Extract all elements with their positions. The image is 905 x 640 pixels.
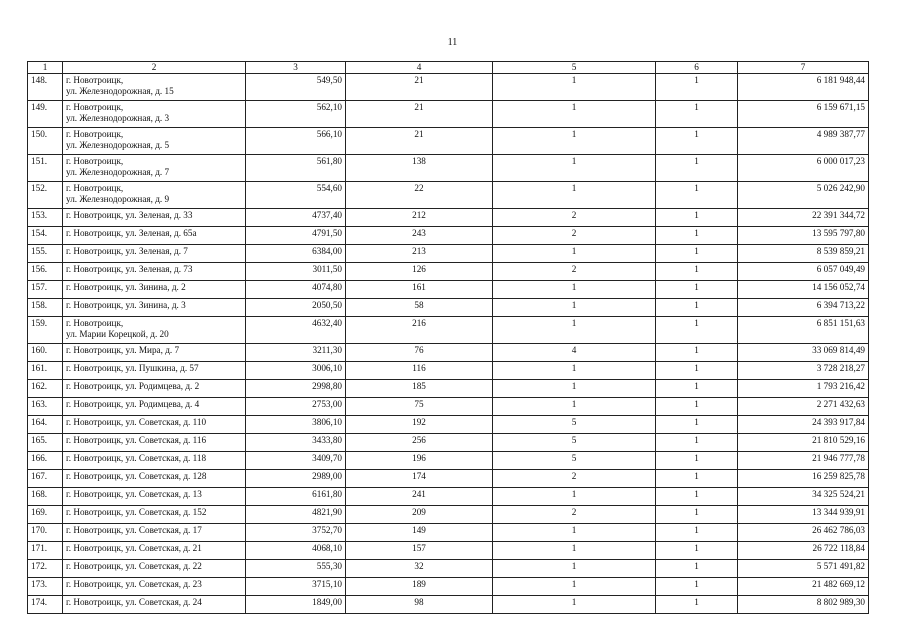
address-line: г. Новотроицк, ул. Зинина, д. 2 [66,282,186,292]
area-cell: 2753,00 [246,398,346,416]
column-6-cell: 1 [656,74,738,101]
area-cell: 561,80 [246,155,346,182]
address-line: г. Новотроицк, ул. Советская, д. 22 [66,561,202,571]
column-5-cell: 1 [493,182,656,209]
amount-cell: 21 810 529,16 [738,434,869,452]
area-cell: 4737,40 [246,209,346,227]
table-row [28,155,869,182]
column-6-cell: 1 [656,560,738,578]
amount-cell: 8 802 989,30 [738,596,869,614]
address-line: г. Новотроицк, ул. Зеленая, д. 73 [66,264,193,274]
column-4-cell: 21 [346,101,493,128]
amount-cell: 16 259 825,78 [738,470,869,488]
amount-cell: 26 722 118,84 [738,542,869,560]
amount-cell: 13 344 939,91 [738,506,869,524]
column-5-cell: 2 [493,263,656,281]
address-cell [63,182,246,209]
table-row [28,299,869,317]
column-4-cell: 98 [346,596,493,614]
area-cell: 2050,50 [246,299,346,317]
address-cell [63,380,246,398]
row-number-cell: 167. [28,470,63,488]
address-line: ул. Железнодорожная, д. 9 [66,194,170,204]
address-line: ул. Марии Корецкой, д. 20 [66,329,169,339]
row-number-cell: 168. [28,488,63,506]
table-row [28,578,869,596]
table-row [28,524,869,542]
address-line: г. Новотроицк, ул. Советская, д. 110 [66,417,207,427]
column-6-cell: 1 [656,398,738,416]
column-6-cell: 1 [656,299,738,317]
column-5-cell: 5 [493,416,656,434]
table-row [28,470,869,488]
address-cell [63,362,246,380]
address-line: г. Новотроицк, ул. Советская, д. 118 [66,453,207,463]
area-cell: 6384,00 [246,245,346,263]
column-5-cell: 1 [493,128,656,155]
address-line: г. Новотроицк, ул. Родимцева, д. 4 [66,399,200,409]
area-cell: 3433,80 [246,434,346,452]
column-4-cell: 213 [346,245,493,263]
table-row [28,344,869,362]
table-row [28,452,869,470]
amount-cell: 24 393 917,84 [738,416,869,434]
area-cell: 3006,10 [246,362,346,380]
area-cell: 3752,70 [246,524,346,542]
column-6-cell: 1 [656,542,738,560]
address-line: г. Новотроицк, ул. Мира, д. 7 [66,345,180,355]
address-line: г. Новотроицк, ул. Советская, д. 21 [66,543,202,553]
address-line: г. Новотроицк, ул. Советская, д. 116 [66,435,207,445]
column-6-cell: 1 [656,281,738,299]
amount-cell: 1 793 216,42 [738,380,869,398]
row-number-cell: 166. [28,452,63,470]
column-5-cell: 1 [493,299,656,317]
address-cell [63,596,246,614]
column-4-cell: 32 [346,560,493,578]
column-6-cell: 1 [656,245,738,263]
table-row [28,506,869,524]
amount-cell: 6 394 713,22 [738,299,869,317]
address-cell [63,74,246,101]
address-cell [63,227,246,245]
area-cell: 2989,00 [246,470,346,488]
address-cell [63,155,246,182]
area-cell: 555,30 [246,560,346,578]
column-6-cell: 1 [656,182,738,209]
address-line: ул. Железнодорожная, д. 3 [66,113,170,123]
row-number-cell: 150. [28,128,63,155]
column-6-cell: 1 [656,524,738,542]
column-6-cell: 1 [656,506,738,524]
column-6-cell: 1 [656,416,738,434]
column-6-cell: 1 [656,317,738,344]
address-line: г. Новотроицк, ул. Зинина, д. 3 [66,300,186,310]
table-row [28,542,869,560]
table-row [28,227,869,245]
row-number-cell: 149. [28,101,63,128]
address-cell [63,281,246,299]
address-cell [63,416,246,434]
address-line: г. Новотроицк, [66,318,124,328]
header-cell-6: 6 [656,62,738,74]
row-number-cell: 154. [28,227,63,245]
column-5-cell: 1 [493,542,656,560]
table-row [28,362,869,380]
column-5-cell: 2 [493,227,656,245]
address-cell [63,299,246,317]
table-row [28,434,869,452]
row-number-cell: 155. [28,245,63,263]
amount-cell: 34 325 524,21 [738,488,869,506]
column-6-cell: 1 [656,578,738,596]
amount-cell: 6 851 151,63 [738,317,869,344]
table-row [28,317,869,344]
amount-cell: 6 181 948,44 [738,74,869,101]
area-cell: 4074,80 [246,281,346,299]
address-line: г. Новотроицк, ул. Родимцева, д. 2 [66,381,200,391]
address-line: г. Новотроицк, ул. Зеленая, д. 33 [66,210,193,220]
row-number-cell: 165. [28,434,63,452]
column-5-cell: 1 [493,524,656,542]
column-4-cell: 192 [346,416,493,434]
header-cell-2: 2 [63,62,246,74]
area-cell: 3806,10 [246,416,346,434]
column-5-cell: 1 [493,101,656,128]
column-6-cell: 1 [656,227,738,245]
column-6-cell: 1 [656,101,738,128]
address-line: г. Новотроицк, [66,129,124,139]
row-number-cell: 173. [28,578,63,596]
amount-cell: 13 595 797,80 [738,227,869,245]
address-line: г. Новотроицк, [66,156,124,166]
column-5-cell: 1 [493,578,656,596]
column-5-cell: 2 [493,470,656,488]
address-cell [63,506,246,524]
address-cell [63,488,246,506]
column-6-cell: 1 [656,344,738,362]
column-6-cell: 1 [656,209,738,227]
column-4-cell: 196 [346,452,493,470]
address-cell [63,560,246,578]
amount-cell: 4 989 387,77 [738,128,869,155]
address-cell [63,524,246,542]
area-cell: 3011,50 [246,263,346,281]
column-4-cell: 243 [346,227,493,245]
amount-cell: 14 156 052,74 [738,281,869,299]
area-cell: 3715,10 [246,578,346,596]
column-4-cell: 212 [346,209,493,227]
table-row [28,245,869,263]
column-4-cell: 21 [346,74,493,101]
amount-cell: 21 946 777,78 [738,452,869,470]
address-cell [63,470,246,488]
table-row [28,488,869,506]
column-6-cell: 1 [656,434,738,452]
column-6-cell: 1 [656,128,738,155]
amount-cell: 26 462 786,03 [738,524,869,542]
column-5-cell: 5 [493,434,656,452]
table-row [28,128,869,155]
address-cell [63,245,246,263]
column-5-cell: 1 [493,317,656,344]
address-line: г. Новотроицк, ул. Советская, д. 128 [66,471,207,481]
address-cell [63,209,246,227]
table-row [28,398,869,416]
address-line: г. Новотроицк, ул. Советская, д. 152 [66,507,207,517]
column-4-cell: 256 [346,434,493,452]
column-4-cell: 126 [346,263,493,281]
column-4-cell: 58 [346,299,493,317]
column-4-cell: 174 [346,470,493,488]
table-row [28,560,869,578]
column-5-cell: 2 [493,506,656,524]
column-5-cell: 1 [493,398,656,416]
amount-cell: 3 728 218,27 [738,362,869,380]
area-cell: 4632,40 [246,317,346,344]
column-4-cell: 185 [346,380,493,398]
amount-cell: 8 539 859,21 [738,245,869,263]
address-cell [63,434,246,452]
area-cell: 6161,80 [246,488,346,506]
column-6-cell: 1 [656,488,738,506]
row-number-cell: 160. [28,344,63,362]
column-4-cell: 21 [346,128,493,155]
row-number-cell: 170. [28,524,63,542]
amount-cell: 22 391 344,72 [738,209,869,227]
address-line: г. Новотроицк, ул. Советская, д. 23 [66,579,202,589]
table-row [28,416,869,434]
column-6-cell: 1 [656,155,738,182]
column-4-cell: 209 [346,506,493,524]
address-line: ул. Железнодорожная, д. 15 [66,86,174,96]
table-row [28,74,869,101]
area-cell: 2998,80 [246,380,346,398]
header-cell-5: 5 [493,62,656,74]
column-4-cell: 157 [346,542,493,560]
amount-cell: 6 057 049,49 [738,263,869,281]
address-line: г. Новотроицк, ул. Зеленая, д. 7 [66,246,188,256]
area-cell: 4791,50 [246,227,346,245]
column-6-cell: 1 [656,596,738,614]
column-6-cell: 1 [656,263,738,281]
table-body [28,62,869,614]
area-cell: 4068,10 [246,542,346,560]
address-line: г. Новотроицк, [66,183,124,193]
column-4-cell: 216 [346,317,493,344]
column-4-cell: 76 [346,344,493,362]
address-cell [63,128,246,155]
address-cell [63,317,246,344]
amount-cell: 6 000 017,23 [738,155,869,182]
register-table [27,61,869,614]
column-5-cell: 1 [493,245,656,263]
amount-cell: 2 271 432,63 [738,398,869,416]
address-line: г. Новотроицк, [66,75,124,85]
column-5-cell: 1 [493,560,656,578]
row-number-cell: 148. [28,74,63,101]
row-number-cell: 153. [28,209,63,227]
table-row [28,101,869,128]
address-line: г. Новотроицк, [66,102,124,112]
row-number-cell: 162. [28,380,63,398]
column-5-cell: 1 [493,380,656,398]
column-4-cell: 138 [346,155,493,182]
amount-cell: 6 159 671,15 [738,101,869,128]
address-cell [63,542,246,560]
amount-cell: 5 026 242,90 [738,182,869,209]
amount-cell: 21 482 669,12 [738,578,869,596]
address-cell [63,344,246,362]
row-number-cell: 157. [28,281,63,299]
column-6-cell: 1 [656,362,738,380]
table-row [28,281,869,299]
row-number-cell: 159. [28,317,63,344]
table-row [28,182,869,209]
table-row [28,596,869,614]
column-5-cell: 1 [493,362,656,380]
column-5-cell: 1 [493,74,656,101]
column-5-cell: 1 [493,155,656,182]
table-row [28,263,869,281]
address-line: г. Новотроицк, ул. Пушкина, д. 57 [66,363,199,373]
address-cell [63,398,246,416]
column-5-cell: 5 [493,452,656,470]
header-cell-3: 3 [246,62,346,74]
row-number-cell: 156. [28,263,63,281]
area-cell: 549,50 [246,74,346,101]
address-line: г. Новотроицк, ул. Советская, д. 17 [66,525,202,535]
header-row [28,62,869,74]
row-number-cell: 171. [28,542,63,560]
address-line: г. Новотроицк, ул. Советская, д. 24 [66,597,202,607]
column-4-cell: 22 [346,182,493,209]
table-row [28,209,869,227]
column-5-cell: 1 [493,488,656,506]
address-line: ул. Железнодорожная, д. 5 [66,140,170,150]
address-line: ул. Железнодорожная, д. 7 [66,167,170,177]
row-number-cell: 174. [28,596,63,614]
column-4-cell: 241 [346,488,493,506]
amount-cell: 33 069 814,49 [738,344,869,362]
row-number-cell: 161. [28,362,63,380]
area-cell: 3211,30 [246,344,346,362]
area-cell: 4821,90 [246,506,346,524]
column-4-cell: 161 [346,281,493,299]
column-4-cell: 75 [346,398,493,416]
row-number-cell: 158. [28,299,63,317]
area-cell: 554,60 [246,182,346,209]
address-line: г. Новотроицк, ул. Зеленая, д. 65а [66,228,197,238]
column-6-cell: 1 [656,470,738,488]
table-row [28,380,869,398]
column-6-cell: 1 [656,380,738,398]
header-cell-1: 1 [28,62,63,74]
row-number-cell: 169. [28,506,63,524]
column-4-cell: 116 [346,362,493,380]
address-line: г. Новотроицк, ул. Советская, д. 13 [66,489,202,499]
row-number-cell: 164. [28,416,63,434]
column-5-cell: 1 [493,596,656,614]
page-number: 11 [447,37,458,48]
area-cell: 1849,00 [246,596,346,614]
amount-cell: 5 571 491,82 [738,560,869,578]
area-cell: 562,10 [246,101,346,128]
header-cell-4: 4 [346,62,493,74]
column-5-cell: 1 [493,281,656,299]
row-number-cell: 151. [28,155,63,182]
row-number-cell: 172. [28,560,63,578]
address-cell [63,452,246,470]
header-cell-7: 7 [738,62,869,74]
column-5-cell: 4 [493,344,656,362]
address-cell [63,578,246,596]
address-cell [63,101,246,128]
column-6-cell: 1 [656,452,738,470]
address-cell [63,263,246,281]
area-cell: 3409,70 [246,452,346,470]
row-number-cell: 152. [28,182,63,209]
column-4-cell: 149 [346,524,493,542]
column-5-cell: 2 [493,209,656,227]
area-cell: 566,10 [246,128,346,155]
column-4-cell: 189 [346,578,493,596]
row-number-cell: 163. [28,398,63,416]
